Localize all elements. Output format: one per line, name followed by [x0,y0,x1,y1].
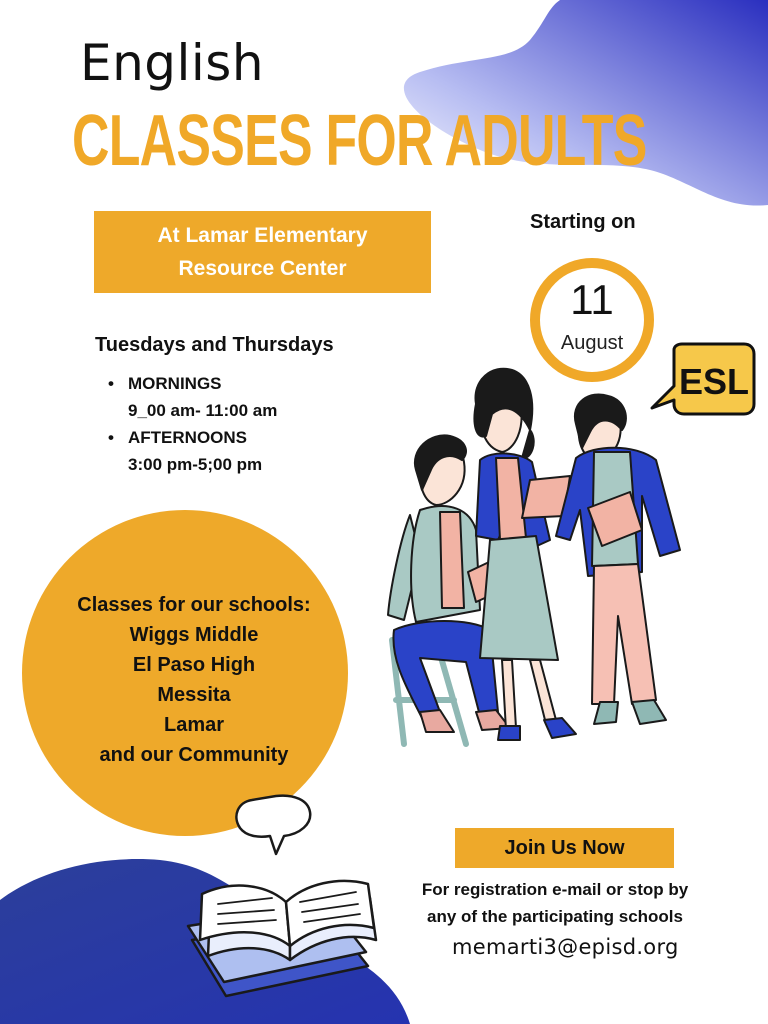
open-book-icon [180,790,390,1024]
registration-line-2: any of the participating schools [427,907,683,926]
schedule-list [108,370,277,478]
schools-heading: Classes for our schools: [77,594,311,616]
registration-text [380,876,730,930]
schedule-heading: Tuesdays and Thursdays [95,334,334,356]
school-item: Lamar [163,714,225,736]
starting-on-label: Starting on [530,211,636,233]
contact-email[interactable]: memarti3@episd.org [452,935,679,959]
schedule-item-title: • MORNINGS [128,374,222,393]
location-box [94,211,431,293]
schedule-item-title: • AFTERNOONS [128,428,247,447]
schools-text [40,590,348,770]
schedule-item-time: 9_00 am- 11:00 am [128,401,278,420]
school-item: and our Community [99,744,289,766]
school-item: Wiggs Middle [129,624,259,646]
join-us-now-button: Join Us Now [455,828,674,868]
title-english: English [80,34,265,92]
title-classes-for-adults: CLASSES FOR ADULTS [72,101,647,181]
date-month: August [560,332,624,354]
location-line-2: Resource Center [178,257,347,280]
school-item: El Paso High [132,654,256,676]
date-day: 11 [570,276,614,323]
schedule-item-afternoons [108,424,277,478]
people-illustration [380,340,700,760]
schedule-item-time: 3:00 pm-5;00 pm [128,455,263,474]
esl-badge-text: ESL [678,361,750,402]
schedule-item-mornings [108,370,277,424]
school-item: Messita [157,684,231,706]
location-line-1: At Lamar Elementary [157,224,368,247]
registration-line-1: For registration e-mail or stop by [421,880,689,899]
